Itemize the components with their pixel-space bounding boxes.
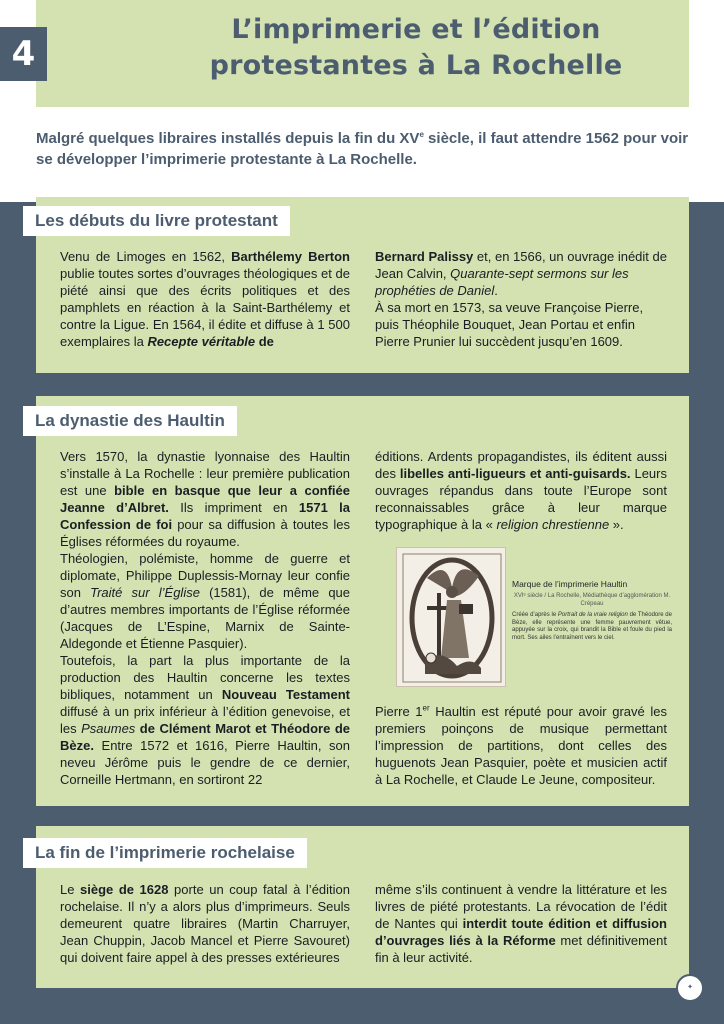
section-debuts [36, 197, 689, 373]
header-band [36, 0, 689, 107]
section-fin-left-column: Le siège de 1628 porte un coup fatal à l’édition rochelaise. Il n’y a alors plus d’imprimeurs. Seuls demeurent quatre libraires (Martin Charruyer, Jean Chuppin, Jacob Mancel et Pierre Savouret) qui doivent faire appel à des presses extérieures [60, 882, 350, 965]
museum-logo-icon: ✦ [676, 974, 704, 1002]
section-haultin-right-top: éditions. Ardents propagandistes, ils éditent aussi des libelles anti-ligueurs et anti-guisards. Leurs ouvrages répandus dans toute l’Europe sont reconnaissables grâce à leur marque typographique à la « religion chrestienne ». [375, 449, 667, 532]
section-fin [36, 826, 689, 988]
section-haultin-left-column: Vers 1570, la dynastie lyonnaise des Haultin s’installe à La Rochelle : leur première publication est une bible en basque que leur a confiée Jeanne d’Albret. Ils impriment en 1571 la Confession de foi pour sa diffusion à toutes les Églises réformées du royaume. Théologien, polémiste, homme de guerre et diplomate, Philippe Duplessis-Mornay leur confie son Traité sur l’Église (1581), de même que d’autres membres importants de l’Église réformée (Jacques de L’Espine, Marnix de Sainte-Aldegonde et Étienne Pasquier). Toutefois, la part la plus importante de la production des Haultin concerne les textes bibliques, notamment un Nouveau Testament diffusé à un prix inférieur à l’édition genevoise, et les Psaumes de Clément Marot et Théodore de Bèze. Entre 1572 et 1616, Pierre Haultin, son neveu Jérôme puis le gendre de ce dernier, Corneille Hertmann, en sortiront 22 [60, 449, 351, 787]
section-debuts-right-column: Bernard Palissy et, en 1566, un ouvrage inédit de Jean Calvin, Quarante-sept sermons sur les prophéties de Daniel. À sa mort en 1573, sa veuve Françoise Pierre, puis Théophile Bouquet, Jean Portau et enfin Pierre Prunier lui succèdent jusqu’en 1609. [375, 249, 667, 349]
printer-mark-woodcut-image [396, 547, 506, 687]
caption-credit: XVIᵉ siècle / La Rochelle, Médiathèque d’agglomération M. Crépeau [513, 593, 671, 607]
section-haultin-right-bottom: Pierre 1er Haultin est réputé pour avoir gravé les premiers poinçons de musique permettant l’impression de partitions, dont celles des huguenots Jean Pasquier, poète et musicien actif à La Rochelle, et Claude Le Jeune, compositeur. [375, 703, 667, 787]
section-heading-debuts: Les débuts du livre protestant [23, 206, 290, 236]
title-line-1: L’imprimerie et l’édition [231, 14, 601, 45]
caption-title: Marque de l’imprimerie Haultin [512, 579, 628, 589]
section-haultin [36, 396, 689, 806]
section-heading-haultin: La dynastie des Haultin [23, 406, 237, 436]
caption-body: Créée d’après le Portrait de la vraie religion de Théodore de Bèze, elle représente une femme pauvrement vêtue, appuyée sur la croix, qui brandit la Bible et foule du pied la mort. Ses ailes l’entraînent vers le ciel. [512, 612, 672, 641]
intro-text: Malgré quelques libraires installés depuis la fin du XVe siècle, il faut attendre 1562 pour voir se développer l’imprimerie protestante à La Rochelle. [36, 130, 689, 168]
woodcut-caption [512, 579, 672, 642]
title-line-2: protestantes à La Rochelle [209, 50, 623, 81]
section-heading-fin: La fin de l’imprimerie rochelaise [23, 838, 307, 868]
section-fin-right-column: même s’ils continuent à vendre la littérature et les livres de piété protestants. La révocation de l’édit de Nantes qui interdit toute édition et diffusion d’ouvrages liés à la Réforme met définitivement fin à leur activité. [375, 882, 668, 965]
panel-number-badge: 4 [0, 27, 47, 81]
section-debuts-left-column: Venu de Limoges en 1562, Barthélemy Berton publie toutes sortes d’ouvrages théologiques et de piété ainsi que des écrits politiques et des pamphlets en réaction à la Saint-Barthélemy et contre la Ligue. En 1564, il édite et diffuse à 1 500 exemplaires la Recepte véritable de [60, 249, 350, 349]
page-title [156, 12, 676, 84]
